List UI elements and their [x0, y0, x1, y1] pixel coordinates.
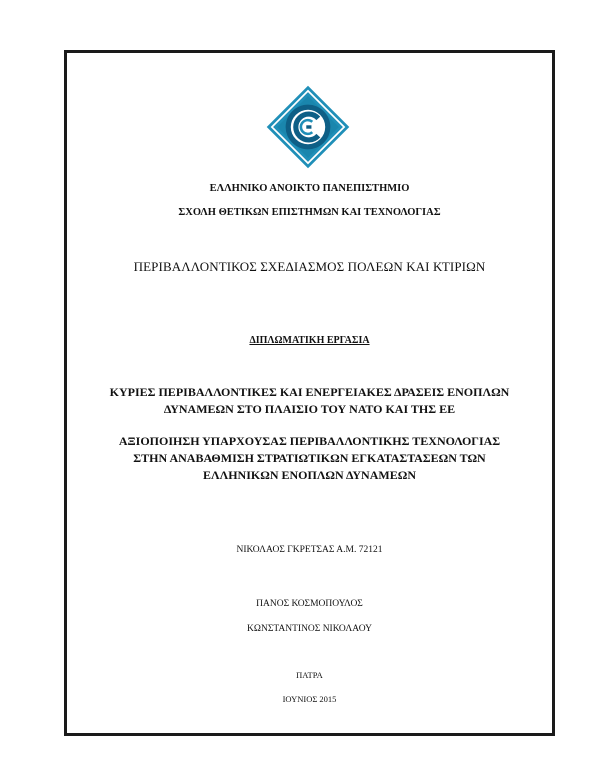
title-line-1: ΚΥΡΙΕΣ ΠΕΡΙΒΑΛΛΟΝΤΙΚΕΣ ΚΑΙ ΕΝΕΡΓΕΙΑΚΕΣ ΔΡΑΣΕΙΣ ΕΝΟΠΛΩΝ	[109, 385, 510, 399]
author-name: ΝΙΚΟΛΑΟΣ ΓΚΡΕΤΣΑΣ Α.Μ. 72121	[236, 545, 383, 555]
date: ΙΟΥΝΙΟΣ 2015	[282, 694, 337, 704]
title-line-2: ΔΥΝΑΜΕΩΝ ΣΤΟ ΠΛΑΙΣΙΟ ΤΟΥ ΝΑΤΟ ΚΑΙ ΤΗΣ ΕΕ	[163, 402, 456, 416]
city: ΠΑΤΡΑ	[296, 670, 323, 680]
subtitle-line-2: ΣΤΗΝ ΑΝΑΒΑΘΜΙΣΗ ΣΤΡΑΤΙΩΤΙΚΩΝ ΕΓΚΑΤΑΣΤΑΣΕΩΝ ΤΩΝ	[133, 451, 486, 465]
document-type: ΔΙΠΛΩΜΑΤΙΚΗ ΕΡΓΑΣΙΑ	[249, 335, 370, 346]
subtitle-line-3: ΕΛΛΗΝΙΚΩΝ ΕΝΟΠΛΩΝ ΔΥΝΑΜΕΩΝ	[203, 468, 416, 482]
supervisor-2: ΚΩΝΣΤΑΝΤΙΝΟΣ ΝΙΚΟΛΑΟΥ	[247, 624, 372, 634]
program-name: ΠΕΡΙΒΑΛΛΟΝΤΙΚΟΣ ΣΧΕΔΙΑΣΜΟΣ ΠΟΛΕΩΝ ΚΑΙ ΚΤΙΡΙΩΝ	[133, 259, 486, 274]
school-name: ΣΧΟΛΗ ΘΕΤΙΚΩΝ ΕΠΙΣΤΗΜΩΝ ΚΑΙ ΤΕΧΝΟΛΟΓΙΑΣ	[178, 207, 441, 218]
university-name: ΕΛΛΗΝΙΚΟ ΑΝΟΙΚΤΟ ΠΑΝΕΠΙΣΤΗΜΙΟ	[209, 183, 410, 194]
supervisor-1: ΠΑΝΟΣ ΚΟΣΜΟΠΟΥΛΟΣ	[256, 599, 363, 609]
subtitle-line-1: ΑΞΙΟΠΟΙΗΣΗ ΥΠΑΡΧΟΥΣΑΣ ΠΕΡΙΒΑΛΛΟΝΤΙΚΗΣ ΤΕΧΝΟΛΟΓΙΑΣ	[118, 434, 501, 448]
university-logo-icon	[265, 84, 351, 170]
